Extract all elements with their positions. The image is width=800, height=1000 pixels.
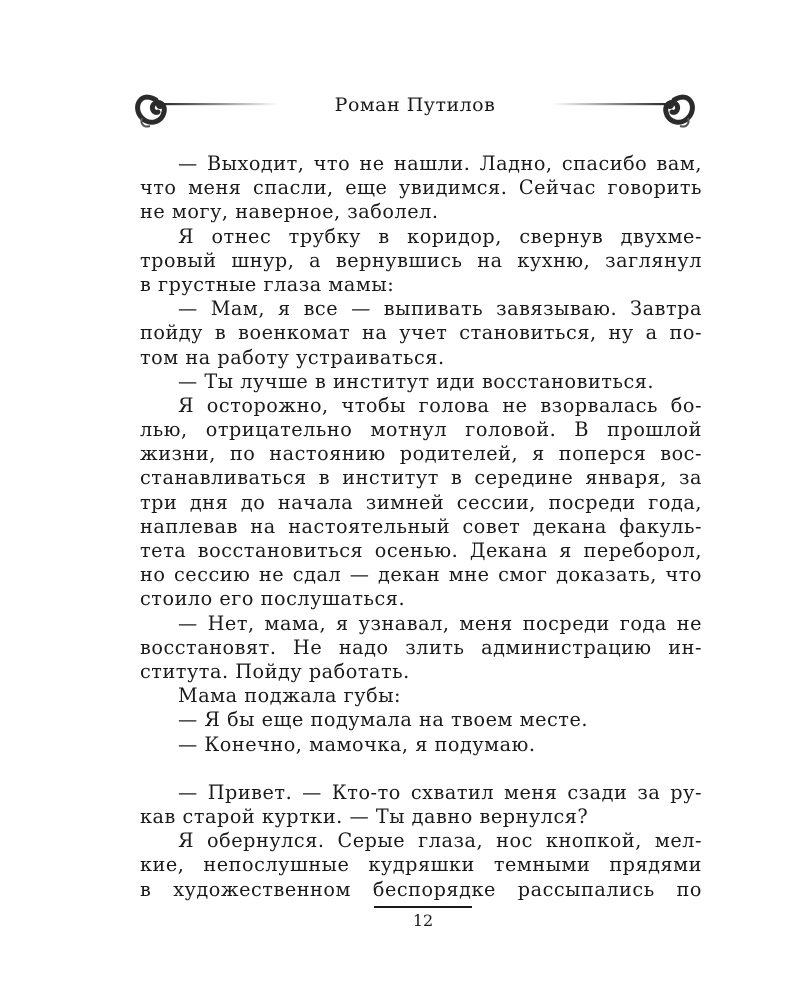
text-line: тета восстановиться осенью. Декана я переборол, — [140, 539, 702, 562]
text-line: в художественном беспорядке рассыпались по — [140, 877, 702, 901]
text-line: Я обернулся. Серые глаза, нос кнопкой, мел- — [178, 829, 702, 853]
footer-rule — [374, 906, 472, 908]
text-line: восстановят. Не надо злить администрацию ин- — [140, 635, 702, 659]
text-line: Мама поджала губы: — [178, 684, 402, 708]
text-line: стоило его послушаться. — [140, 587, 406, 611]
text-line: кие, непослушные кудряшки темными прядями — [140, 853, 702, 877]
text-line: три дня до начала зимней сессии, посреди года, — [140, 490, 702, 514]
author-name: Роман Путилов — [334, 94, 496, 116]
text-line: — Нет, мама, я узнавал, меня посреди года не — [178, 611, 702, 635]
text-line: — Я бы еще подумала на твоем месте. — [178, 708, 589, 732]
text-line: Я осторожно, чтобы голова не взорвалась бо- — [178, 393, 702, 417]
text-line: лью, отрицательно мотнул головой. В прошлой — [140, 418, 702, 442]
section-break — [140, 757, 702, 781]
text-line: пойду в военкомат на учет становиться, ну а по- — [140, 321, 702, 345]
page-number: 12 — [412, 911, 434, 930]
text-line: что меня спасли, еще увидимся. Сейчас говорить — [140, 176, 702, 200]
text-line: том на работу устраиваться. — [140, 345, 445, 369]
text-line: станавливаться в институт в середине января, за — [140, 466, 702, 490]
text-line: тровый шнур, а вернувшись на кухню, заглянул — [140, 248, 702, 272]
text-line: в грустные глаза мамы: — [140, 272, 395, 296]
body-text — [140, 152, 702, 902]
text-line: ститута. Пойду работать. — [140, 659, 410, 683]
text-line: кав старой куртки. — Ты давно вернулся? — [140, 805, 589, 829]
text-line: жизни, по настоянию родителей, я поперся вос- — [140, 442, 702, 466]
right-swirl-ornament-icon — [550, 78, 700, 134]
text-line: — Мам, я все — выпивать завязываю. Завтра — [178, 297, 702, 321]
text-line: — Конечно, мамочка, я подумаю. — [178, 732, 536, 756]
text-line: — Выходит, что не нашли. Ладно, спасибо вам, — [178, 152, 702, 175]
text-line: не могу, наверное, заболел. — [140, 200, 439, 224]
text-line: но сессию не сдал — декан мне смог доказать, что — [140, 563, 702, 587]
text-line: — Привет. — Кто-то схватил меня сзади за ру- — [178, 780, 702, 804]
text-line: наплевав на настоятельный совет декана факуль- — [140, 514, 702, 538]
text-line: — Ты лучше в институт иди восстановиться. — [178, 369, 655, 393]
running-header — [130, 78, 700, 134]
text-line: Я отнес трубку в коридор, свернув двухме- — [178, 224, 702, 248]
